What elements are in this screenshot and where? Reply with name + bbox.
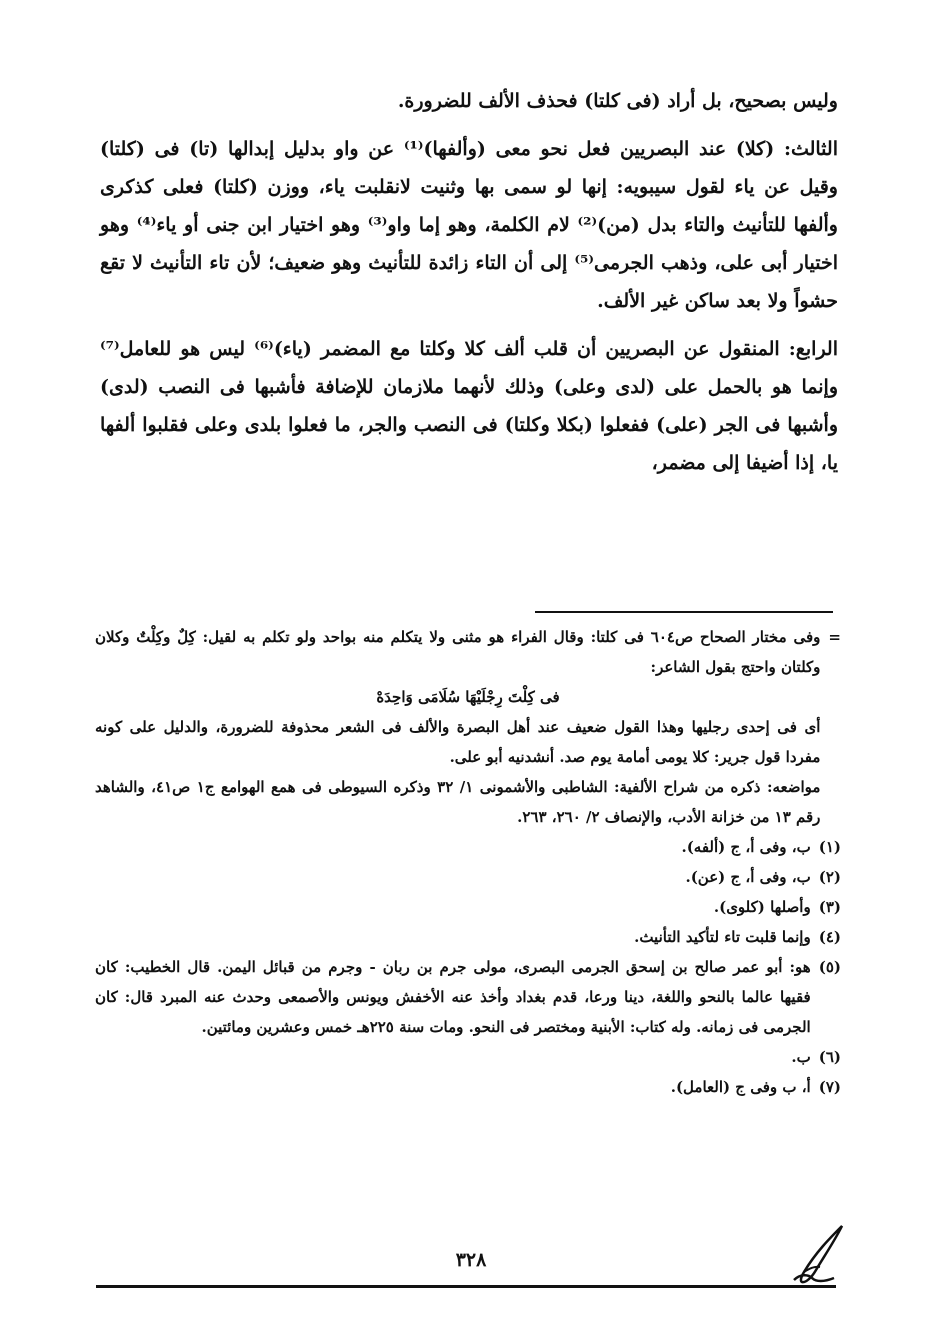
footnote-item (95, 892, 841, 922)
footnote-item (95, 952, 841, 1042)
footnote-number: (٢) (818, 868, 841, 886)
footnote-text: وإنما قلبت تاء لتأكيد التأنيث. (634, 928, 811, 946)
footnote-text: أ، ب وفى ج (العامل). (670, 1078, 811, 1096)
footnote-item (95, 862, 841, 892)
footnote-number: (١) (818, 838, 841, 856)
paragraph-1: وليس بصحيح، بل أراد (فى كلتا) فحذف الألف للضرورة. (397, 90, 838, 112)
footnote-text: هو: أبو عمر صالح بن إسحق الجرمى البصرى، مولى جرم بن ربان - وجرم من قبائل اليمن. قال الخطيب: كان فقيها عالما بالنحو واللغة، دينا ورعا، قدم بغداد وأخذ عنه الأخفش ويونس والأصمعى وحدث عنه المبرد قال: كان الجرمى فى زمانه. وله كتاب: الأبنية ومختصر فى النحو. ومات سنة ٢٢٥هـ خمس وعشرين ومائتين. (95, 958, 811, 1036)
footer-rule (96, 1285, 836, 1288)
footnote-item (95, 832, 841, 862)
footnote-continuation-2 (95, 712, 841, 772)
footnote-text: ب، وفى أ، ج (عن). (685, 868, 811, 886)
footnote-text: ب. (791, 1048, 811, 1066)
main-text (100, 82, 838, 492)
footnote-text: وأصلها (كلوى). (713, 898, 811, 916)
footnote-number: (٦) (818, 1048, 841, 1066)
footnote-text: ب، وفى أ، ج (ألفه). (681, 838, 811, 856)
paragraph-2: الثالث: (كلا) عند البصريين فعل نحو معى (وألفها)⁽¹⁾ عن واو بدليل إبدالها (تا) فى (كلتا) وقيل عن ياء لقول سيبويه: إنها لو سمى بها وثنيت لانقلبت ياء، ووزن (كلتا) فعلى كذكرى وألفها للتأنيث والتاء بدل (من)⁽²⁾ لام الكلمة، وهو إما واو⁽³⁾ وهو اختيار ابن جنى أو ياء⁽⁴⁾ وهو اختيار أبى على، وذهب الجرمى⁽⁵⁾ إلى أن التاء زائدة للتأنيث وهو ضعيف؛ لأن تاء التأنيث لا تقع حشواً ولا بعد ساكن غير الألف. (100, 138, 838, 312)
footnote-continuation-text: وفى مختار الصحاح ص٦٠٤ فى كلتا: وقال الفراء هو مثنى ولا يتكلم منه بواحد ولو تكلم به لقيل: كِلٌ وكِلْتٌ وكلان وكلتان واحتج بقول الشاعر: (95, 628, 821, 676)
footnote-verse: فى كِلْتَ رِجْلَيْهَا سُلَامَى وَاحِدَهْ (376, 688, 560, 706)
page-number: ٣٢٨ (455, 1249, 487, 1271)
footnote-item (95, 922, 841, 952)
footnotes (95, 622, 841, 1102)
paragraph-3: الرابع: المنقول عن البصريين أن قلب ألف كلا وكلتا مع المضمر (ياء)⁽⁶⁾ ليس هو للعامل⁽⁷⁾ وإنما هو بالحمل على (لدى وعلى) وذلك لأنهما ملازمان للإضافة فأشبها فى النصب (لدى) وأشبها فى الجر (على) ففعلوا (بكلا وكلتا) فى النصب والجر، ما فعلوا بلدى وعلى فقلبوا ألفها يا، إذا أضيفا إلى مضمر، (100, 338, 839, 474)
footnote-continuation-text-3: مواضعه: ذكره من شراح الألفية: الشاطبى والأشمونى ١/ ٣٢ وذكره السيوطى فى همع الهوامع ج١ ص٤١، والشاهد رقم ١٣ من خزانة الأدب، والإنصاف ٢/ ٢٦٠، ٢٦٣. (95, 778, 821, 826)
footnote-continuation-3 (95, 772, 841, 832)
footnote-number: (٥) (818, 958, 841, 976)
footnote-item (95, 1072, 841, 1102)
footnote-number: (٣) (818, 898, 841, 916)
continuation-marker: = (828, 628, 841, 646)
footnote-continuation-text-2: أى فى إحدى رجليها وهذا القول ضعيف عند أهل البصرة والألف فى الشعر محذوفة للضرورة، والدليل على كونه مفردا قول جرير: كلا يومى أمامة يوم صد. أنشدنيه أبو على. (95, 718, 821, 766)
footnote-separator (535, 611, 833, 613)
footnote-number: (٤) (818, 928, 841, 946)
footnote-number: (٧) (818, 1078, 841, 1096)
footnote-item (95, 1042, 841, 1072)
quill-logo-icon (790, 1222, 848, 1288)
footnote-continuation (95, 622, 841, 682)
